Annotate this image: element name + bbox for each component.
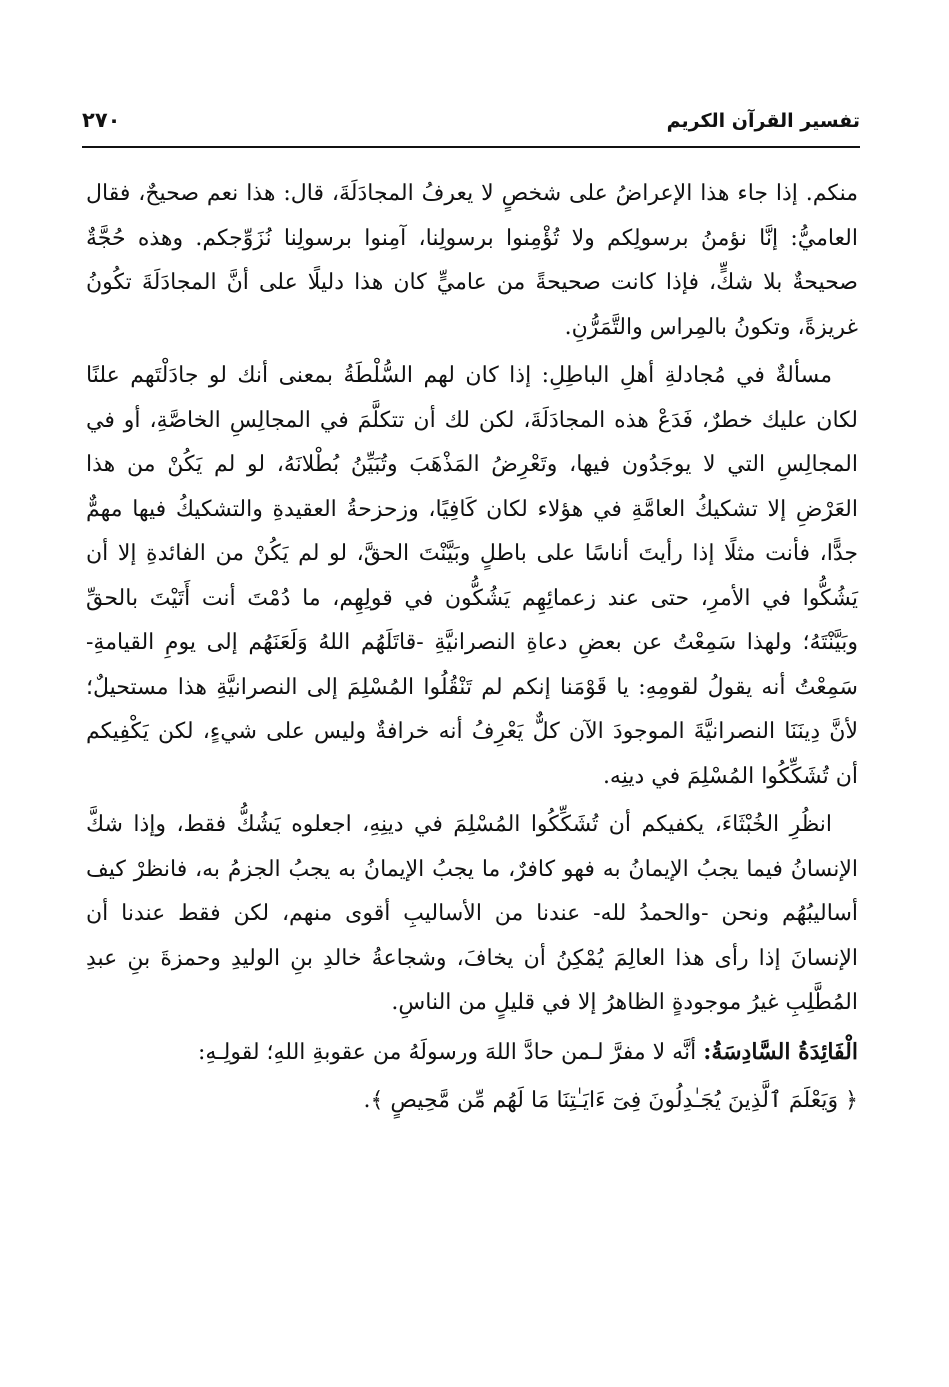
header-rule bbox=[82, 146, 860, 148]
paragraph-3: انظُرِ الخُبْثَاءَ، يكفيكم أن تُشَكِّكُوا المُسْلِمَ في دينِهِ، اجعلوه يَشُكُّ فقط، وإذا شكَّ الإنسانُ فيما يجبُ الإيمانُ به فهو كافرٌ، ما يجبُ الإيمانُ به يجبُ الجزمُ به، فانظرْ كيف أساليبُهُم ونحن -والحمدُ لله- عندنا من الأساليبِ أقوى منهم، لكن فقط عندنا أن الإنسانَ إذا رأى هذا العالِمَ يُمْكِنُ أن يخافَ، وشجاعةُ خالدِ بنِ الوليدِ وحمزةَ بنِ عبدِ المُطَّلِبِ غيرُ موجودةٍ الظاهرُ إلا في قليلٍ من الناسِ. bbox=[86, 812, 858, 1015]
fa-ida-text: أنَّه لا مفرَّ لـمن حادَّ اللهَ ورسولَهُ من عقوبةِ اللهِ؛ لقولِـهِ: bbox=[197, 1039, 697, 1065]
paragraph-1: منكم. إذا جاء هذا الإعراضُ على شخصٍ لا يعرفُ المجادَلَةَ، قال: هذا نعم صحيحٌ، فقال العاميُّ: إنَّا نؤمنُ برسولِكم ولا تُؤْمِنوا برسولِنا، آمِنوا برسولِنا نُزَوِّجكم. وهذه حُجَّةٌ صحيحةٌ بلا شكٍّ، فإذا كانت صحيحةً من عاميٍّ كان هذا دليلًا على أنَّ المجادَلَةَ تكُونُ غريزةً، وتكونُ بالمِراس والتَّمَرُّنِ. bbox=[86, 181, 858, 340]
paragraph-fa-ida bbox=[86, 1030, 858, 1076]
running-title: تفسير القرآن الكريم bbox=[666, 110, 860, 132]
fa-ida-label: الْفَائِدَةُ السَّادِسَةُ: bbox=[703, 1038, 858, 1065]
page-number: ٢٧٠ bbox=[82, 108, 121, 132]
paragraph-2: مسألةٌ في مُجادلةِ أهلِ الباطِلِ: إذا كان لهم السُّلْطَةُ بمعنى أنك لو جادَلْتَهم علنًا لكان عليك خطرٌ، فَدَعْ هذه المجادَلَةَ، لكن لك أن تتكلَّمَ في المجالِسِ الخاصَّةِ، أو في المجالِسِ التي لا يوجَدُون فيها، وتَعْرِضُ المَذْهَبَ وتُبَيِّنُ بُطْلانَهُ، لو لم يَكُنْ من هذا العَرْضِ إلا تشكيكُ العامَّةِ في هؤلاء لكان كَافِيًا، وزحزحةُ العقيدةِ والتشكيكُ فيها مهمٌّ جدًّا، فأنت مثلًا إذا رأيتَ أناسًا على باطلٍ وبَيَّنْتَ الحقَّ، لو لم يَكُنْ من الفائدةِ إلا أن يَشُكُّوا في الأمرِ، حتى عند زعمائِهِم يَشُكُّون في قولِهِم، ما دُمْتَ أنت أَتَيْتَ بالحقِّ وبَيَّنْتَهُ؛ ولهذا سَمِعْتُ عن بعضِ دعاةِ النصرانيَّةِ -قاتَلَهُم اللهُ وَلَعَنَهُم إلى يومِ القيامةِ- سَمِعْتُ أنه يقولُ لقومِهِ: يا قَوْمَنا إنكم لم تَنْقُلُوا المُسْلِمَ إلى النصرانيَّةِ هذا مستحيلٌ؛ لأنَّ دِينَنَا النصرانيَّةَ الموجودَ الآن كلٌّ يَعْرِفُ أنه خرافةٌ وليس على شيءٍ، لكن يَكْفِيكم أن تُشَكِّكُوا المُسْلِمَ في دينِه. bbox=[86, 363, 858, 789]
page-header bbox=[82, 104, 860, 148]
page-body bbox=[86, 172, 858, 1128]
quran-verse: ﴿ وَيَعْلَمَ ٱلَّذِينَ يُجَـٰدِلُونَ فِىٓ ءَايَـٰتِنَا مَا لَهُم مِّن مَّحِيصٍ ﴾. bbox=[363, 1088, 858, 1113]
